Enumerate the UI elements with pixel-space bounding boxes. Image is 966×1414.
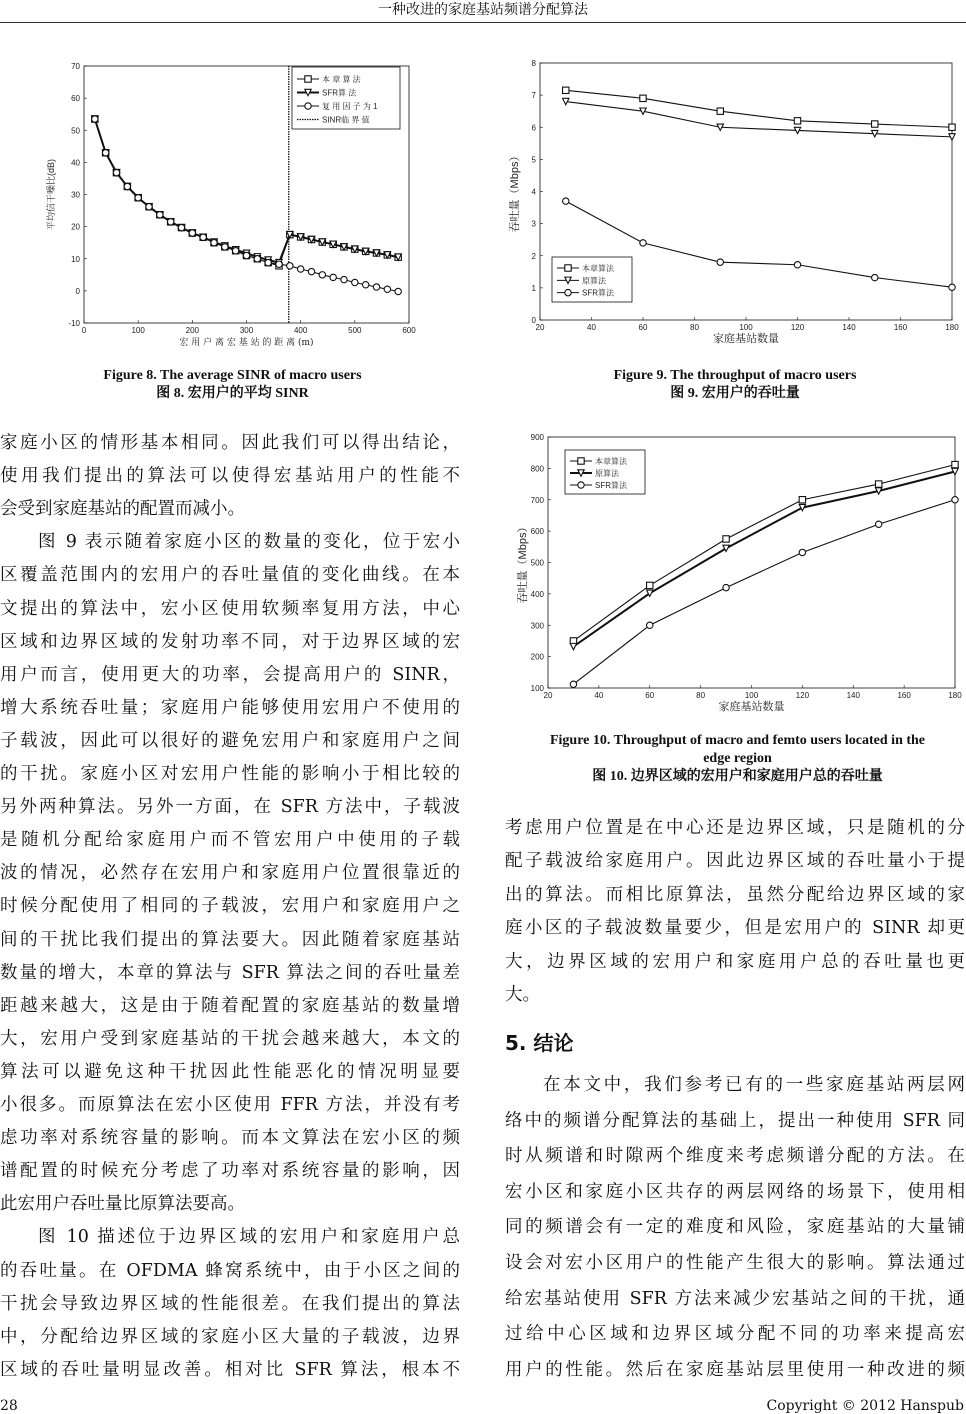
- x-tick-label: 120: [795, 691, 810, 700]
- text-line: 图 10 描述位于边界区域的宏用户和家庭用户总: [38, 1227, 460, 1248]
- y-axis-label: 平均信干噪比(dB): [46, 158, 56, 231]
- x-axis-label: 家庭基站数量: [713, 332, 779, 345]
- text-line: 的干扰。家庭小区对宏用户性能的影响小于相比较的: [0, 764, 460, 784]
- text-line: 同的频谱会有一定的难度和风险，家庭基站的大量铺: [505, 1217, 965, 1238]
- text-line: 大，边界区域的宏用户和家庭用户总的吞吐量也更: [505, 951, 965, 972]
- legend-label: 本章算法: [595, 457, 627, 466]
- data-point-circle: [189, 230, 195, 236]
- y-tick-label: 7: [531, 91, 536, 101]
- text-line: 增大系统吞吐量；家庭用户能够使用宏用户不使用的: [0, 697, 460, 718]
- series-line-circle: [95, 119, 398, 292]
- data-point-circle: [200, 234, 206, 240]
- data-point-circle: [135, 195, 141, 201]
- text-line: 文提出的算法中，宏小区使用软频率复用方法，中心: [0, 598, 460, 619]
- data-point-circle: [563, 198, 569, 204]
- data-point-square: [563, 87, 569, 93]
- data-point-square: [952, 461, 958, 467]
- section-heading: 5. 结论: [505, 1031, 574, 1055]
- x-axis-label: 家庭基站数量: [718, 700, 785, 713]
- text-line: 家庭小区的情形基本相同。因此我们可以得出结论，: [0, 433, 460, 453]
- text-line: 数量的增大，本章的算法与 SFR 算法之间的吞吐量差: [0, 962, 460, 983]
- data-point-circle: [647, 622, 653, 628]
- x-tick-label: 200: [185, 326, 200, 335]
- text-line: 是随机分配给家庭用户而不管宏用户中使用的子载: [0, 830, 460, 851]
- x-tick-label: 140: [842, 323, 856, 332]
- x-tick-label: 60: [645, 691, 655, 700]
- data-point-circle: [167, 219, 173, 225]
- text-line: 算法可以避免这种干扰因此性能恶化的情况明显要: [0, 1061, 460, 1082]
- data-point-circle: [92, 116, 98, 122]
- text-line: 庭小区的子载波数量要少，但是宏用户的 SINR 却更: [505, 918, 965, 939]
- data-point-square: [647, 582, 653, 588]
- x-axis-label: 宏 用 户 离 宏 基 站 的 距 离 (m): [179, 338, 314, 348]
- x-tick-label: 300: [239, 326, 254, 335]
- y-tick-label: 1: [531, 283, 536, 293]
- series-line-square: [95, 119, 398, 266]
- text-line: 区覆盖范围内的宏用户的吞吐量值的变化曲线。在本: [0, 565, 460, 586]
- text-line: 小很多。而原算法在宏小区使用 FFR 方法，并没有考: [0, 1095, 460, 1115]
- data-point-circle: [319, 272, 325, 278]
- legend-label: SFR算法: [595, 481, 627, 490]
- data-point-square: [723, 536, 729, 542]
- legend-label: 本章算法: [582, 264, 614, 273]
- page-number: 28: [0, 1398, 18, 1414]
- text-line: 时候分配使用了相同的子载波，宏用户和家庭用户之: [0, 896, 460, 917]
- data-point-square: [949, 124, 955, 130]
- y-tick-label: 800: [530, 464, 544, 474]
- y-tick-label: 3: [531, 219, 536, 229]
- y-tick-label: 20: [71, 222, 80, 232]
- text-line: 大。: [505, 985, 540, 1005]
- text-line: 大，宏用户受到家庭基站的干扰会越来越大，本文的: [0, 1028, 460, 1049]
- figure-8-caption: [40, 367, 425, 403]
- legend-marker-circle: [565, 289, 571, 295]
- data-point-circle: [717, 259, 723, 265]
- y-tick-label: 2: [531, 251, 536, 261]
- text-line: 配子载波给家庭用户。因此边界区域的吞吐量小于提: [505, 851, 965, 872]
- y-tick-label: 6: [531, 123, 536, 133]
- data-point-circle: [352, 279, 358, 285]
- running-header: 一种改进的家庭基站频谱分配算法: [378, 2, 588, 18]
- text-line: 区域的吞吐量明显改善。相对比 SFR 算法，根本不: [0, 1359, 460, 1380]
- y-tick-label: 5: [531, 155, 536, 165]
- y-tick-label: 900: [530, 433, 544, 442]
- copyright: Copyright © 2012 Hanspub: [766, 1398, 964, 1414]
- caption-zh: 图 10. 边界区域的宏用户和家庭用户总的吞吐量: [592, 769, 883, 784]
- x-tick-label: 20: [543, 691, 553, 700]
- y-tick-label: 60: [71, 94, 80, 104]
- text-line: 区域和边界区域的发射功率不同，对于边界区域的宏: [0, 631, 460, 652]
- x-tick-label: 80: [690, 323, 699, 332]
- data-point-circle: [330, 274, 336, 280]
- x-tick-label: 0: [81, 326, 87, 335]
- data-point-triangle: [570, 643, 576, 649]
- data-point-circle: [232, 248, 238, 254]
- data-point-circle: [113, 169, 119, 175]
- data-point-circle: [243, 252, 249, 258]
- y-tick-label: 50: [71, 126, 80, 136]
- y-tick-label: 40: [71, 158, 80, 168]
- x-tick-label: 500: [348, 326, 362, 335]
- caption-en: Figure 9. The throughput of macro users: [613, 368, 857, 383]
- data-point-circle: [799, 549, 805, 555]
- legend-marker-square: [565, 265, 571, 271]
- data-point-circle: [254, 256, 260, 262]
- caption-en: Figure 8. The average SINR of macro users: [103, 368, 362, 383]
- data-point-circle: [362, 282, 368, 288]
- legend-label: 原算法: [582, 276, 606, 286]
- text-line: 络中的频谱分配算法的基础上，提出一种使用 SFR 同: [505, 1110, 965, 1131]
- data-point-square: [717, 108, 723, 114]
- text-line: 图 9 表示随着家庭小区的数量的变化，位于宏小: [38, 532, 460, 553]
- data-point-circle: [952, 497, 958, 503]
- data-point-circle: [157, 212, 163, 218]
- x-tick-label: 100: [739, 323, 753, 332]
- legend-marker-circle: [578, 482, 584, 488]
- y-tick-label: 500: [530, 558, 544, 568]
- text-line: 用户的性能。然后在家庭基站层里使用一种改进的频: [505, 1359, 965, 1380]
- data-point-circle: [308, 268, 314, 274]
- x-tick-label: 400: [293, 326, 308, 335]
- text-line: 出的算法。而相比原算法，虽然分配给边界区域的家: [505, 884, 965, 905]
- data-point-circle: [102, 150, 108, 156]
- y-tick-label: 8: [531, 59, 536, 68]
- text-line: 虑功率对系统容量的影响。而本文算法在宏小区的频: [0, 1128, 460, 1149]
- text-line: 考虑用户位置是在中心还是边界区域，只是随机的分: [505, 818, 965, 838]
- x-tick-label: 120: [790, 323, 805, 332]
- x-tick-label: 180: [945, 323, 959, 332]
- legend-marker-square: [305, 76, 311, 82]
- legend-label: SINR临 界 值: [322, 115, 370, 125]
- data-point-square: [875, 481, 881, 487]
- text-line: 子载波，因此可以很好的避免宏用户和家庭用户之间: [0, 730, 460, 751]
- text-line: 设会对宏小区用户的性能产生很大的影响。算法通过: [505, 1253, 965, 1273]
- x-tick-label: 40: [587, 323, 596, 332]
- text-line: 的吞吐量。在 OFDMA 蜂窝系统中，由于小区之间的: [0, 1260, 460, 1281]
- data-point-square: [794, 118, 800, 124]
- y-tick-label: 400: [530, 589, 544, 599]
- legend-marker-circle: [305, 103, 311, 109]
- data-point-circle: [297, 266, 303, 272]
- data-point-circle: [723, 584, 729, 590]
- x-tick-label: 160: [893, 323, 908, 332]
- data-point-circle: [287, 263, 293, 269]
- data-point-square: [799, 497, 805, 503]
- y-tick-label: 700: [530, 495, 544, 505]
- x-tick-label: 180: [948, 691, 962, 700]
- data-point-circle: [222, 244, 228, 250]
- y-axis-label: 吞吐量（Mbps）: [517, 521, 529, 604]
- text-line: 此宏用户吞吐量比原算法要高。: [0, 1194, 245, 1215]
- data-point-circle: [373, 284, 379, 290]
- y-tick-label: 0: [531, 316, 536, 325]
- data-point-circle: [265, 259, 271, 265]
- text-line: 过给中心区域和边界区域分配不同的功率来提高宏: [505, 1324, 965, 1345]
- x-tick-label: 60: [638, 323, 648, 332]
- data-point-circle: [395, 288, 401, 294]
- figure-10-caption: [505, 732, 966, 786]
- text-line: 用户而言，使用更大的功率，会提高用户的 SINR，: [0, 664, 460, 685]
- text-line: 间的干扰比我们提出的算法要大。因此随着家庭基站: [0, 929, 460, 950]
- text-line: 使用我们提出的算法可以使得宏基站用户的性能不: [0, 466, 460, 487]
- y-tick-label: 300: [530, 621, 544, 631]
- legend-label: SFR算 法: [322, 88, 357, 98]
- legend-label: 原算法: [595, 469, 619, 478]
- y-tick-label: 100: [530, 684, 544, 693]
- text-line: 在本文中，我们参考已有的一些家庭基站两层网: [543, 1075, 965, 1095]
- data-point-circle: [794, 262, 800, 268]
- data-point-circle: [211, 239, 217, 245]
- text-line: 波的情况，必然存在宏用户和家庭用户位置很靠近的: [0, 863, 460, 884]
- data-point-square: [640, 95, 646, 101]
- x-tick-label: 100: [131, 326, 145, 335]
- x-tick-label: 140: [846, 691, 860, 700]
- series-line-triangle: [573, 472, 955, 647]
- data-point-circle: [178, 224, 184, 230]
- caption-zh: 图 9. 宏用户的吞吐量: [670, 386, 800, 401]
- chart-9: [507, 59, 959, 345]
- y-tick-label: -10: [68, 319, 80, 328]
- figure-9-caption: [505, 367, 965, 403]
- caption-en-2: edge region: [703, 751, 772, 766]
- text-line: 会受到家庭基站的配置而减小。: [0, 499, 245, 520]
- y-tick-label: 4: [531, 187, 536, 197]
- series-line-triangle: [566, 102, 952, 137]
- legend-label: 复 用 因 子 为 1: [322, 102, 378, 111]
- data-point-circle: [276, 261, 282, 267]
- text-line: 谱配置的时候充分考虑了功率对系统容量的影响，因: [0, 1161, 460, 1182]
- data-point-circle: [570, 681, 576, 687]
- x-tick-label: 80: [696, 691, 706, 700]
- chart-10: [515, 433, 962, 713]
- text-line: 给宏基站使用 SFR 方法来减少宏基站之间的干扰，通: [505, 1288, 965, 1309]
- chart-8: [45, 62, 416, 348]
- y-tick-label: 600: [530, 527, 544, 537]
- y-tick-label: 10: [71, 254, 80, 264]
- text-line: 干扰会导致边界区域的性能很差。在我们提出的算法: [0, 1293, 460, 1314]
- x-tick-label: 20: [535, 323, 545, 332]
- series-line-triangle: [95, 119, 398, 263]
- y-axis-label: 吞吐量（Mbps）: [509, 150, 521, 233]
- data-point-circle: [384, 286, 390, 292]
- data-point-circle: [640, 240, 646, 246]
- legend-label: SFR算法: [582, 288, 614, 298]
- x-tick-label: 160: [897, 691, 911, 700]
- data-point-square: [872, 121, 878, 127]
- text-line: 中，分配给边界区域的家庭小区大量的子载波，边界: [0, 1326, 460, 1347]
- text-line: 宏小区和家庭小区共存的两层网络的场景下，使用相: [505, 1181, 965, 1202]
- caption-zh: 图 8. 宏用户的平均 SINR: [156, 386, 309, 401]
- x-tick-label: 600: [402, 326, 416, 335]
- y-tick-label: 0: [75, 286, 80, 296]
- data-point-circle: [146, 204, 152, 210]
- y-tick-label: 30: [71, 190, 80, 200]
- data-point-circle: [875, 521, 881, 527]
- y-tick-label: 200: [530, 652, 544, 662]
- x-tick-label: 40: [594, 691, 604, 700]
- legend-label: 本 章 算 法: [322, 75, 361, 84]
- x-tick-label: 100: [744, 691, 759, 700]
- data-point-circle: [872, 274, 878, 280]
- data-point-circle: [341, 276, 347, 282]
- data-point-circle: [124, 183, 130, 189]
- y-tick-label: 70: [71, 62, 80, 71]
- legend-marker-square: [578, 458, 584, 464]
- caption-en: Figure 10. Throughput of macro and femto users located in the: [549, 733, 926, 748]
- text-line: 时从频谱和时隙两个维度来考虑频谱分配的方法。在: [505, 1146, 965, 1167]
- text-line: 另外两种算法。另外一方面，在 SFR 方法中，子载波: [0, 797, 460, 818]
- data-point-circle: [949, 284, 955, 290]
- text-line: 距越来越大，这是由于随着配置的家庭基站的数量增: [0, 995, 460, 1016]
